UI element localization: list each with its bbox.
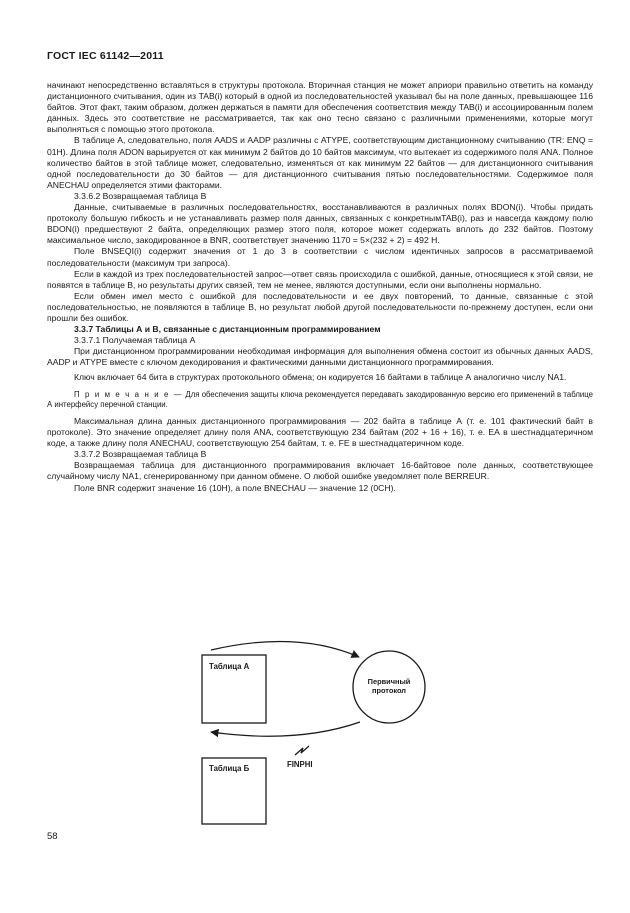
paragraph: Возвращаемая таблица для дистанционного программирования включает 16-байтовое поле данных, соответствующее случайному числу NA1, сгенерированному при данном обмене. О любой ошибке уведомляет поле BERREUR. — [47, 460, 593, 482]
arrow-to-table-b — [211, 722, 360, 736]
section-heading: 3.3.7.2 Возвращаемая таблица В — [74, 449, 207, 460]
section-heading: 3.3.7.1 Получаемая таблица А — [74, 335, 196, 346]
document-header: ГОСТ IEC 61142—2011 — [47, 50, 164, 62]
paragraph: Максимальная длина данных дистанционного программирования — 202 байта в таблице А (т. е. 101 фактический байт в протоколе). Это значение определяет длину поля ANA, соответствующую 234 байтам (202 + 16 + 16), т. е. ЕА в шестнадцатеричном коде, а также длину поля ANECHAU, соответствующую 254 байтам, т. е. FE в шестнадцатеричном коде. — [47, 415, 593, 449]
section-heading: 3.3.6.2 Возвращаемая таблица В — [74, 190, 207, 201]
protocol-diagram — [47, 632, 593, 832]
paragraph: При дистанционном программировании необходимая информация для выполнения обмена состоит из обычных данных AADS, AADP и ATYPE вместе с ключом декодирования и фактическими данными дистанционного программирования. — [47, 346, 593, 368]
table-a-label: Таблица А — [209, 662, 250, 671]
paragraph: Если обмен имел место с ошибкой для последовательности и ее двух повторений, то данные, связанные с этой последовательностью, не появляются в таблице В, но результат любой другой последовательности по-прежнему доступен, если они прошли без ошибок. — [47, 290, 593, 323]
paragraph: В таблице А, следовательно, поля AADS и AADP различны с ATYPE, соответствующим дистанционному считыванию (TR: ENQ = 01H). Длина поля ADON варьируется от как минимум 2 байтов до 10 байтов максимум, что вытекает из содержимого поля ANA. Полное количество байтов в этой таблице может, следовательно, изменяться от как минимум 22 байтов — для дистанционного считывания одной последовательности до 30 байтов — для дистанционного считывания пятью последовательностями. Содержимое поля ANECHAU определяется этими факторами. — [47, 135, 593, 190]
paragraph: Поле BNR содержит значение 16 (10H), а поле BNECHAU — значение 12 (0CH). — [74, 482, 396, 493]
note-label: П р и м е ч а н и е — — [74, 389, 184, 399]
table-b-label: Таблица Б — [209, 764, 250, 773]
paragraph: Если в каждой из трех последовательностей запрос—ответ связь происходила с ошибкой, данные, относящиеся к этой связи, не появятся в таблице В, но результаты других связей, тем не менее, являются доступными, если они выполнены нормально. — [47, 268, 593, 290]
paragraph: Данные, считываемые в различных последовательностях, восстанавливаются в различных полях BDON(i). Чтобы придать протоколу большую гибкость и не устанавливать размер поля данных, связанных с конкретнымTAB(i), раз и навсегда каждому полю BDON(i) предшествуют 2 байта, определяющих размер этого поля, которое может содержать вплоть до 232 байтов. Поэтому максимальное число, закодированное в BNR, соответствует значению 1170 = 5×(232 + 2) = 492 Н. — [47, 202, 593, 246]
page-number: 58 — [47, 831, 58, 842]
note — [47, 390, 593, 410]
finphi-label: FINPHI — [287, 760, 313, 769]
lightning-icon — [295, 746, 309, 755]
primary-protocol-label — [359, 677, 419, 695]
primary-protocol-line2: протокол — [372, 686, 406, 695]
diagram-graphics — [47, 632, 593, 832]
paragraph: начинают непосредственно вставляться в структуры протокола. Вторичная станция не может априори правильно ответить на команду дистанционного считывания, один из TAB(i) который в одной из последовательностей указывал бы на поле данных, превышающее 116 байтов. Этот факт, таким образом, должен держаться в памяти для обеспечения соответствия между TAB(i) и ассоциированным полем данных. Здесь это соответствие не рассматривается, так как оно тесно связано с различными применениями, которые могут выполняться с помощью этого протокола. — [47, 80, 593, 135]
section-heading: 3.3.7 Таблицы А и В, связанные с дистанционным программированием — [74, 324, 381, 335]
paragraph: Ключ включает 64 бита в структурах протокольного обмена; он кодируется 16 байтами в таблице А аналогично числу NA1. — [74, 372, 567, 383]
document-body — [47, 80, 593, 494]
note-text: Для обеспечения защиты ключа рекомендуется передавать закодированную версию его применений в таблице А интерфейсу перечной станции. — [47, 389, 593, 409]
primary-protocol-line1: Первичный — [367, 677, 411, 686]
paragraph: Поле BNSEQI(i) содержит значения от 1 до 3 в соответствии с числом идентичных запросов в рассматриваемой последовательности (максимум три запроса). — [47, 246, 593, 268]
